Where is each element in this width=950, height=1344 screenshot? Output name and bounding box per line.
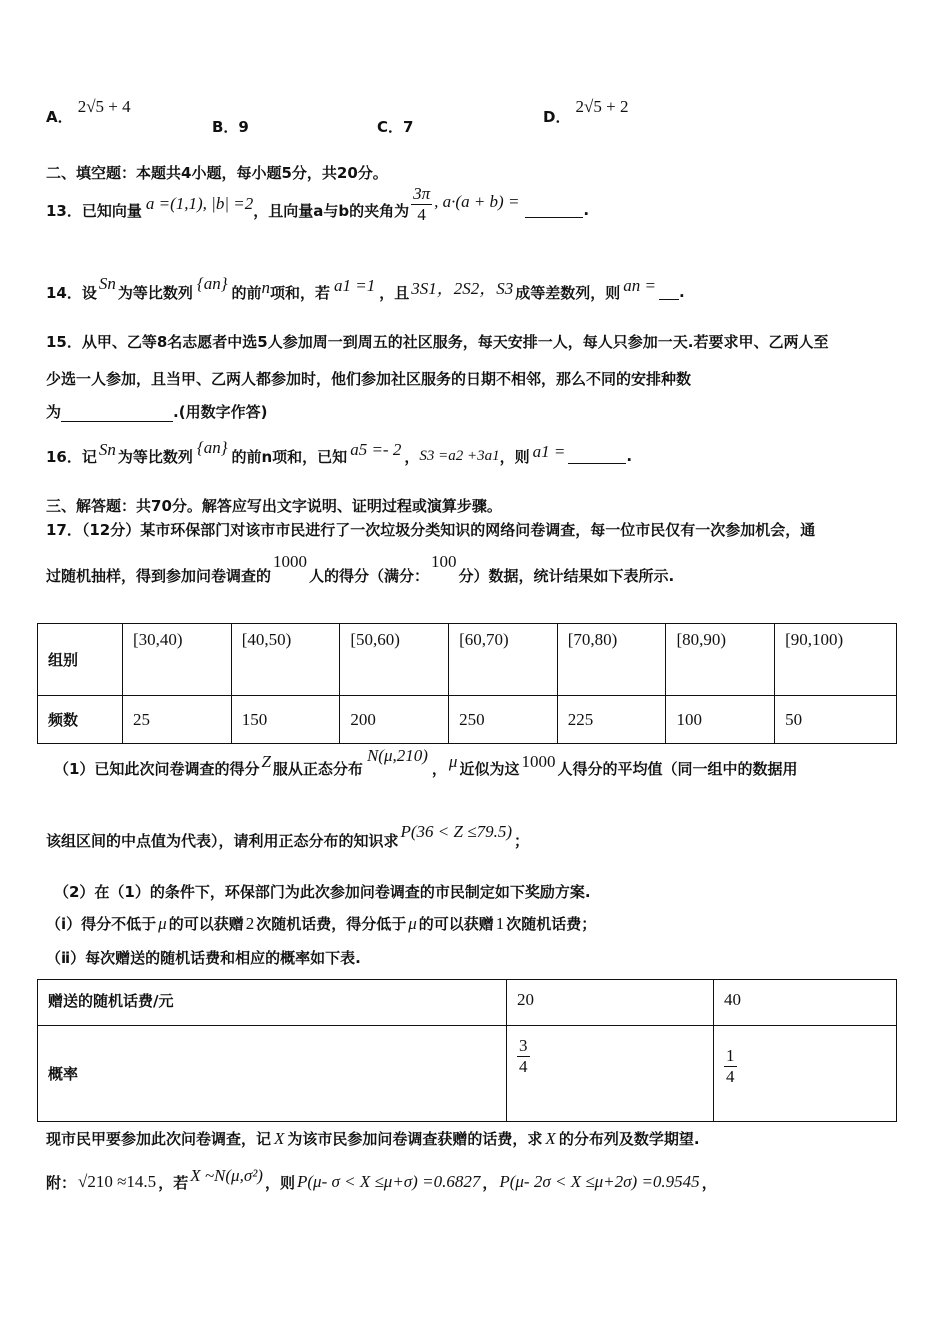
table-row: [38, 696, 897, 744]
prob-denominator: 4: [726, 1067, 735, 1086]
task-c: 的分布列及数学期望.: [558, 1130, 700, 1148]
freq-cell: 50: [775, 696, 897, 744]
q15-answer-blank[interactable]: [61, 407, 173, 422]
fee-table: [37, 979, 897, 1122]
part2-ii: （ⅱ）每次赠送的随机话费和相应的概率如下表.: [46, 949, 361, 967]
appendix-sqrt: √210 ≈14.5: [78, 1172, 157, 1191]
table-row: [38, 980, 897, 1026]
q17-n100: 100: [431, 552, 457, 571]
q16-a1: a1 =: [532, 442, 566, 461]
prob-numerator: 3: [519, 1036, 528, 1055]
prob-numerator: 1: [726, 1046, 735, 1065]
option-d-label: D．: [543, 108, 571, 126]
part1-prob: P(36 < Z ≤79.5): [400, 822, 512, 841]
q14-sn: Sn: [98, 274, 116, 293]
q15-line3: [46, 401, 267, 422]
q16-prefix: 16．记: [46, 447, 97, 466]
part2-i: [46, 913, 596, 934]
group-cell: [40,50): [231, 624, 340, 696]
q16-t2: 的前n项和，已知: [231, 447, 348, 466]
q14-answer-lhs: an =: [623, 276, 657, 295]
task-b: 为该市民参加问卷调查获赠的话费，求: [287, 1130, 543, 1148]
q14-a1: a1 =1: [334, 276, 376, 295]
q15-line1: 15．从甲、乙等8名志愿者中选5人参加周一到周五的社区服务，每天安排一人，每人只参加一天.若要求甲、乙两人至: [46, 333, 829, 351]
q17-line2-b: 人的得分（满分：: [309, 567, 430, 585]
prob-cell: [507, 1026, 714, 1122]
task-a: 现市民甲要参加此次问卷调查，记: [46, 1130, 272, 1148]
freq-cell: 100: [666, 696, 775, 744]
section3-heading: 三、解答题：共70分。解答应写出文字说明、证明过程或演算步骤。: [46, 497, 502, 515]
freq-cell: 200: [340, 696, 449, 744]
option-d-value: 2√5 + 2: [575, 97, 629, 116]
q13-suffix: .: [583, 201, 590, 219]
task-x2: X: [545, 1128, 556, 1148]
group-cell: [50,60): [340, 624, 449, 696]
appendix-sep: ，: [482, 1173, 498, 1192]
q14-suffix: .: [679, 283, 685, 301]
question-14: [46, 272, 685, 312]
q17-line2-c: 分）数据，统计结果如下表所示.: [458, 567, 675, 585]
q16-an: {an}: [196, 438, 228, 457]
prob-fraction: [517, 1036, 530, 1077]
option-a: [46, 97, 131, 127]
part2-i-mu: μ: [158, 913, 167, 933]
q15-line3-suffix: .(用数字作答): [173, 403, 268, 421]
appendix-dist: X ~N(μ,σ²): [190, 1166, 263, 1185]
q13-condition: a =(1,1), |b| =2: [145, 194, 254, 213]
option-a-value: 2√5 + 4: [77, 97, 131, 116]
part1-line1: [54, 748, 797, 788]
q16-t1: 为等比数列: [117, 447, 193, 466]
part1-e: 人得分的平均值（同一组中的数据用: [557, 759, 798, 778]
option-a-label: A．: [46, 108, 73, 126]
q13-angle-num: 3π: [413, 183, 431, 203]
q14-t4: ，且: [379, 283, 410, 302]
appendix-b: ，则: [264, 1173, 295, 1192]
q14-t1: 为等比数列: [117, 283, 193, 302]
part2-i-c: 次随机话费，得分低于: [256, 915, 407, 933]
part2-i-mu2: μ: [408, 913, 417, 933]
appendix-line: [46, 1160, 717, 1204]
frequency-table: [37, 623, 897, 744]
part2-i-a: （ⅰ）得分不低于: [46, 915, 157, 933]
part1-line2-text: 该组区间的中点值为代表），请利用正态分布的知识求: [46, 831, 399, 850]
q16-suffix: .: [626, 447, 633, 465]
q16-sep: ，: [404, 447, 420, 466]
freq-cell: 150: [231, 696, 340, 744]
option-b: B．9: [212, 118, 249, 136]
q17-line2-a: 过随机抽样，得到参加问卷调查的: [46, 567, 272, 585]
part2-i-1: 1: [495, 913, 505, 933]
q14-n: n: [261, 278, 271, 297]
part2-i-2: 2: [245, 913, 255, 933]
part1-a: （1）已知此次问卷调查的得分: [54, 759, 260, 778]
fee-cell: 40: [714, 980, 897, 1026]
q14-prefix: 14．设: [46, 283, 97, 302]
task-x: X: [274, 1128, 285, 1148]
prob-cell: [714, 1026, 897, 1122]
q17-line2: [46, 552, 675, 586]
q17-line1: 17．（12分）某市环保部门对该市市民进行了一次垃圾分类知识的网络问卷调查，每一位市民仅有一次参加机会，通: [46, 521, 816, 539]
q16-answer-blank[interactable]: [568, 449, 626, 464]
q13-angle: [411, 184, 432, 225]
prob-denominator: 4: [519, 1057, 528, 1076]
part1-b: 服从正态分布: [272, 759, 363, 778]
question-13: [46, 185, 589, 235]
part2-intro: （2）在（1）的条件下，环保部门为此次参加问卷调查的市民制定如下奖励方案.: [54, 883, 591, 901]
q15-line2: 少选一人参加，且当甲、乙两人都参加时，他们参加社区服务的日期不相邻，那么不同的安排种数: [46, 370, 692, 388]
appendix-p1: P(μ- σ < X ≤μ+σ) =0.6827: [296, 1172, 481, 1191]
prob-fraction: [724, 1046, 737, 1087]
part1-line2: [46, 820, 529, 860]
section2-heading: 二、填空题：本题共4小题，每小题5分，共20分。: [46, 164, 388, 182]
freq-cell: 250: [449, 696, 558, 744]
group-cell: [70,80): [557, 624, 666, 696]
group-cell: [90,100): [775, 624, 897, 696]
freq-cell: 25: [123, 696, 232, 744]
q14-an: {an}: [196, 274, 228, 293]
q14-terms: 3S1，2S2，S3: [411, 278, 514, 298]
part1-n1000: 1000: [521, 752, 556, 771]
freq-header-cell: 频数: [38, 696, 123, 744]
part2-i-d: 的可以获赠: [418, 915, 494, 933]
appendix-a: ，若: [158, 1173, 189, 1192]
part2-i-b: 的可以获赠: [168, 915, 244, 933]
part1-end: ；: [513, 831, 529, 850]
part1-c: ，: [431, 759, 447, 778]
q14-answer-blank[interactable]: [659, 285, 679, 300]
table-row: [38, 1026, 897, 1122]
group-header-cell: 组别: [38, 624, 123, 696]
task-line: [46, 1128, 700, 1149]
q14-t2: 的前: [231, 283, 262, 302]
q14-t3: 项和，若: [270, 283, 331, 302]
appendix-label: 附：: [46, 1173, 77, 1192]
q13-mid: ，且向量a与b的夹角为: [253, 201, 410, 220]
q16-sn: Sn: [98, 440, 116, 459]
q14-t5: 成等差数列，则: [515, 283, 621, 302]
option-d: [543, 97, 629, 127]
part2-i-e: 次随机话费；: [506, 915, 597, 933]
freq-cell: 225: [557, 696, 666, 744]
q13-answer-blank[interactable]: [525, 203, 583, 218]
q13-expression: , a·(a + b) =: [434, 192, 520, 211]
group-cell: [30,40): [123, 624, 232, 696]
part1-z: Z: [261, 752, 271, 771]
part1-d: 近似为这: [459, 759, 520, 778]
prob-header-cell: 概率: [38, 1026, 507, 1122]
appendix-end: ，: [701, 1173, 717, 1192]
q13-prefix: 13．已知向量: [46, 201, 142, 220]
q15-line3-prefix: 为: [46, 403, 62, 421]
group-cell: [80,90): [666, 624, 775, 696]
q16-a5: a5 =- 2: [350, 440, 402, 459]
q16-s3: S3 =a2 +3a1: [419, 447, 500, 464]
fee-cell: 20: [507, 980, 714, 1026]
group-cell: [60,70): [449, 624, 558, 696]
q17-n1000: 1000: [273, 552, 308, 571]
option-c: C．7: [377, 118, 414, 136]
appendix-p2: P(μ- 2σ < X ≤μ+2σ) =0.9545: [499, 1172, 700, 1191]
table-row: [38, 624, 897, 696]
question-16: [46, 436, 632, 476]
fee-header-cell: 赠送的随机话费/元: [38, 980, 507, 1026]
q13-angle-den: 4: [417, 204, 426, 224]
q16-t3: ，则: [499, 447, 530, 466]
part1-mu: μ: [448, 752, 458, 771]
part1-dist: N(μ,210): [366, 746, 428, 765]
